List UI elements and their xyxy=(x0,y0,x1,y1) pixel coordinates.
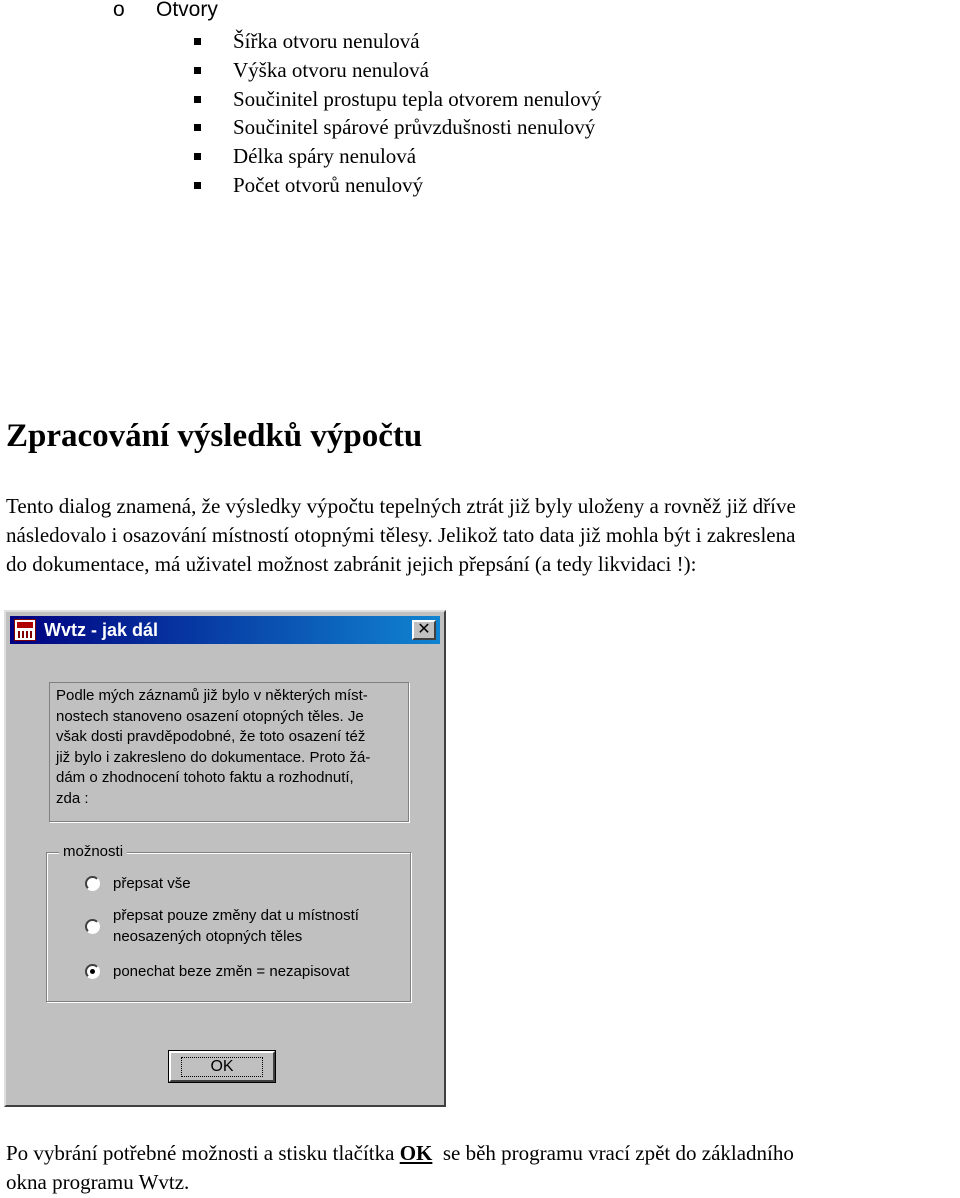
square-bullet-icon xyxy=(194,67,201,74)
circle-bullet: o xyxy=(113,0,125,21)
square-bullet-icon xyxy=(194,182,201,189)
dialog-title: Wvtz - jak dál xyxy=(44,620,159,640)
ok-button-label: OK xyxy=(181,1057,262,1077)
ok-reference: OK xyxy=(399,1141,433,1165)
square-bullet-icon xyxy=(194,124,201,131)
list-heading: Otvory xyxy=(156,0,218,21)
square-bullet-icon xyxy=(194,153,201,160)
dialog-titlebar[interactable] xyxy=(10,616,440,644)
radio-button[interactable] xyxy=(85,919,100,934)
square-bullet-icon xyxy=(194,96,201,103)
wvtz-dialog xyxy=(4,610,446,1107)
dialog-message: Podle mých záznamů již bylo v některých míst- nostech stanoveno osazení otopných těles. Je však dosti pravděpodobné, že toto osazení též již bylo i zakresleno do dokumentace. Proto žá- dám o zhodnocení tohoto faktu a rozhodnutí, zda : xyxy=(49,682,409,822)
section-title: Zpracování výsledků výpočtu xyxy=(6,418,423,454)
section-paragraph: Tento dialog znamená, že výsledky výpočtu tepelných ztrát již byly uloženy a rovněž již dříve následovalo i osazování místností otopnými tělesy. Jelikož tato data již mohla být i zakreslena do dokumentace, má uživatel možnost zabránit jejich přepsání (a tedy likvidaci !): xyxy=(6,494,796,576)
options-group: možnosti přepsat vše přepsat pouze změny dat u místností neosazených otopných těles ponechat beze změn = nezapisovat xyxy=(46,852,411,1002)
radio-button-selected[interactable] xyxy=(85,964,100,979)
close-button[interactable]: ✕ xyxy=(412,620,436,640)
square-bullet-icon xyxy=(194,38,201,45)
app-icon xyxy=(14,619,36,641)
radio-button[interactable] xyxy=(85,876,100,891)
footer-paragraph: Po vybrání potřebné možnosti a stisku tlačítka OK se běh programu vrací zpět do základního okna programu Wvtz. xyxy=(6,1141,794,1194)
options-group-label: možnosti xyxy=(59,842,127,862)
ok-button[interactable] xyxy=(168,1050,276,1083)
